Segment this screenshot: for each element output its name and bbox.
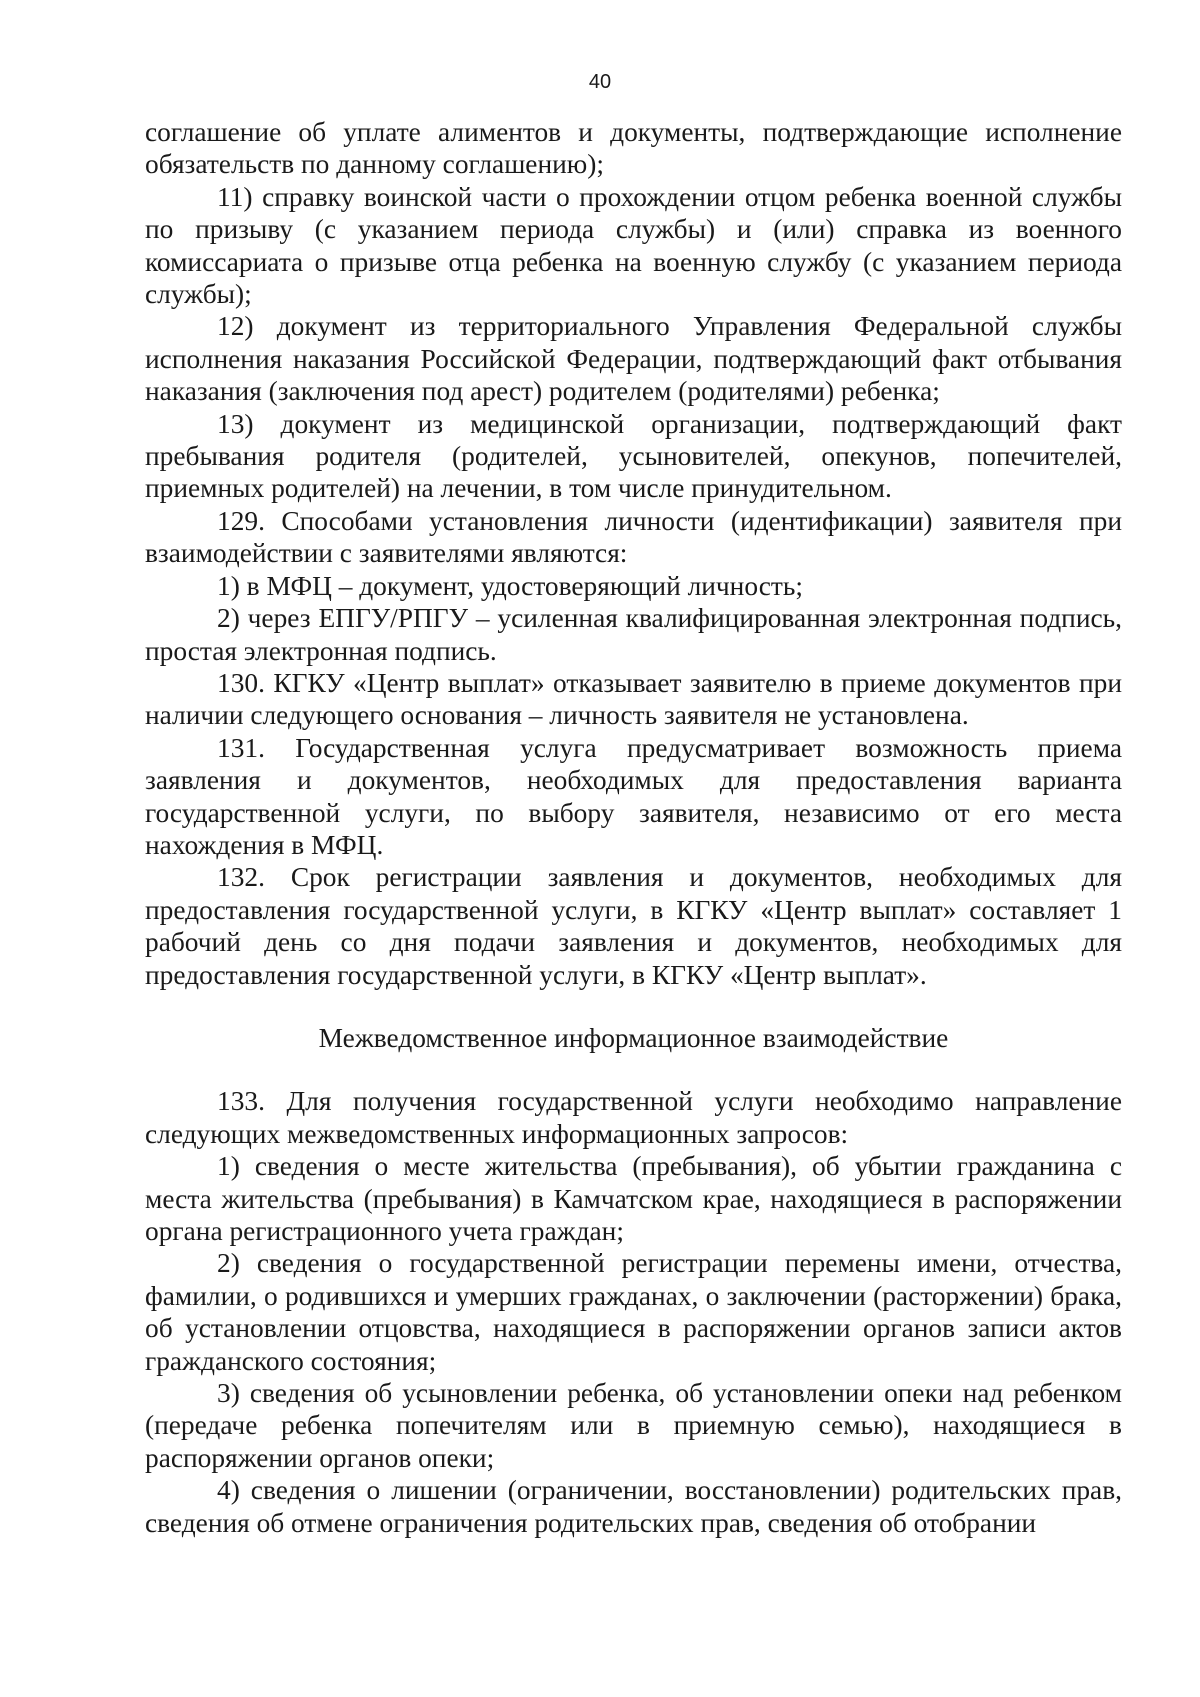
paragraph-132: 132. Срок регистрации заявления и документов, необходимых для предоставления государственной услуги, в КГКУ «Центр выплат» составляет 1 рабочий день со дня подачи заявления и документов, необходимых для предоставления государственной услуги, в КГКУ «Центр выплат».	[145, 862, 1122, 990]
paragraph-133-item-4: 4) сведения о лишении (ограничении, восстановлении) родительских прав, сведения об отмене ограничения родительских прав, сведения об отобрании	[145, 1475, 1122, 1538]
paragraph-130: 130. КГКУ «Центр выплат» отказывает заявителю в приеме документов при наличии следующего основания – личность заявителя не установлена.	[145, 667, 1122, 731]
paragraph-item-11: 11) справку воинской части о прохождении отцом ребенка военной службы по призыву (с указанием периода службы) и (или) справка из военного комиссариата о призыве отца ребенка на военную службу (с указанием периода службы);	[145, 181, 1122, 310]
paragraph-item-12: 12) документ из территориального Управления Федеральной службы исполнения наказания Российской Федерации, подтверждающий факт отбывания наказания (заключения под арест) родителем (родителями) ребенка;	[145, 311, 1122, 407]
paragraph-133-item-3: 3) сведения об усыновлении ребенка, об установлении опеки над ребенком (передаче ребенка попечителям или в приемную семью), находящиеся в распоряжении органов опеки;	[145, 1378, 1122, 1473]
paragraph-129-item-2: 2) через ЕПГУ/РПГУ – усиленная квалифицированная электронная подпись, простая электронная подпись.	[145, 603, 1122, 666]
document-body	[145, 116, 1122, 1539]
paragraph-129: 129. Способами установления личности (идентификации) заявителя при взаимодействии с заявителями являются:	[145, 505, 1122, 569]
paragraph-133-item-2: 2) сведения о государственной регистрации перемены имени, отчества, фамилии, о родившихся и умерших гражданах, о заключении (расторжении) брака, об установлении отцовства, находящиеся в распоряжении органов записи актов гражданского состояния;	[145, 1248, 1122, 1376]
paragraph-133: 133. Для получения государственной услуги необходимо направление следующих межведомственных информационных запросов:	[145, 1086, 1122, 1149]
section-heading: Межведомственное информационное взаимодействие	[318, 1022, 949, 1053]
paragraph-129-item-1: 1) в МФЦ – документ, удостоверяющий личность;	[217, 570, 803, 601]
paragraph-item-13: 13) документ из медицинской организации, подтверждающий факт пребывания родителя (родителей, усыновителей, опекунов, попечителей, приемных родителей) на лечении, в том числе принудительном.	[145, 408, 1122, 504]
page-number: 40	[588, 71, 612, 93]
paragraph-133-item-1: 1) сведения о месте жительства (пребывания), об убытии гражданина с места жительства (пребывания) в Камчатском крае, находящиеся в распоряжении органа регистрационного учета граждан;	[145, 1151, 1122, 1246]
paragraph-131: 131. Государственная услуга предусматривает возможность приема заявления и документов, необходимых для предоставления варианта государственной услуги, по выбору заявителя, независимо от его места нахождения в МФЦ.	[145, 732, 1122, 860]
paragraph-continuation: соглашение об уплате алиментов и документы, подтверждающие исполнение обязательств по данному соглашению);	[145, 117, 1122, 180]
